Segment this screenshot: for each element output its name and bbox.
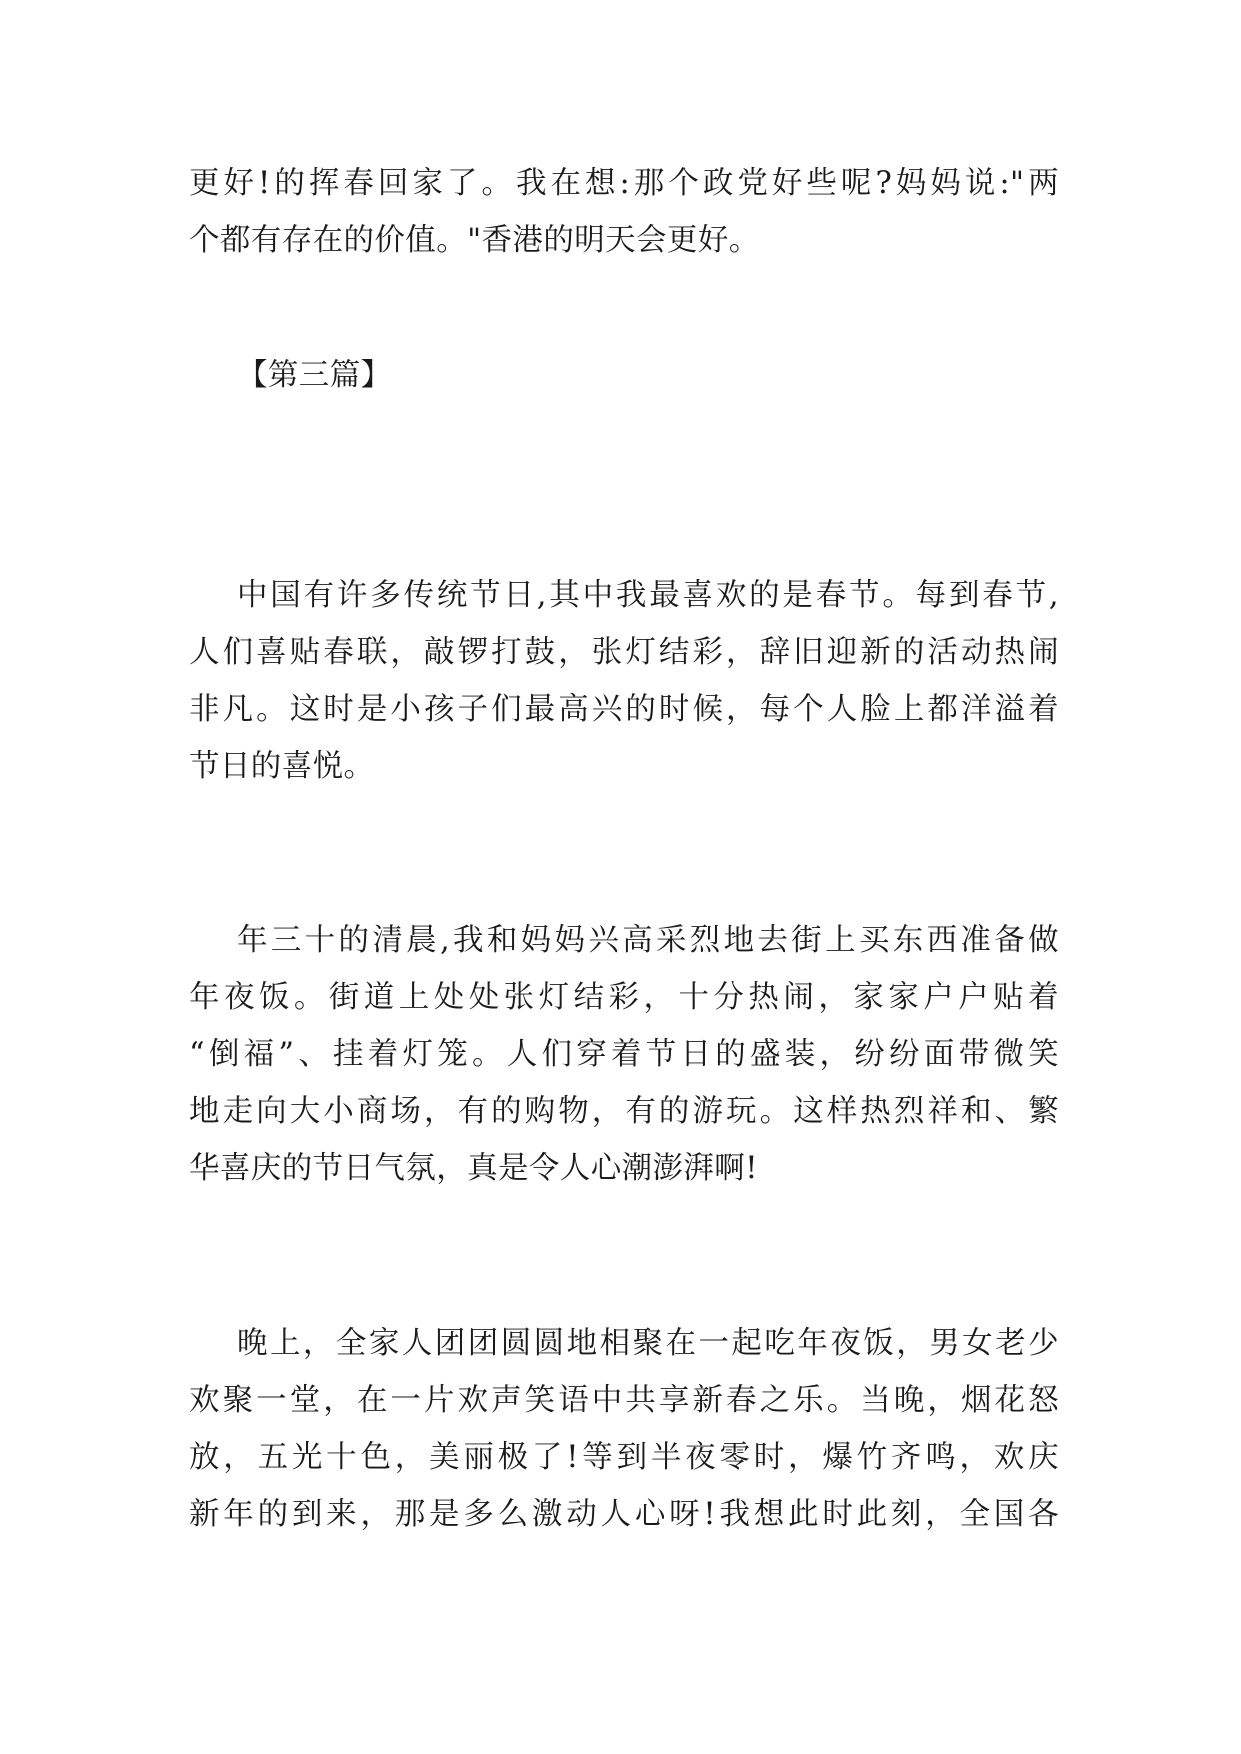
- paragraph-3: [189, 1315, 1059, 1543]
- text-line: “倒福”、挂着灯笼。人们穿着节日的盛装，纷纷面带微笑: [189, 1037, 1059, 1072]
- section-heading-text: 【第三篇】: [237, 358, 392, 393]
- continuation-paragraph: [189, 155, 1059, 269]
- section-heading: [237, 347, 1107, 404]
- text-line: 节日的喜悦。: [189, 749, 375, 784]
- text-line: 年夜饭。街道上处处张灯结彩，十分热闹，家家户户贴着: [189, 980, 1059, 1015]
- paragraph-1: [189, 567, 1059, 795]
- text-line: 更好!的挥春回家了。我在想:那个政党好些呢?妈妈说:"两: [189, 166, 1059, 201]
- text-line: 欢聚一堂，在一片欢声笑语中共享新春之乐。当晚，烟花怒: [189, 1383, 1059, 1418]
- paragraph-2: [189, 912, 1059, 1197]
- text-line: 华喜庆的节日气氛，真是令人心潮澎湃啊!: [189, 1151, 758, 1186]
- text-line: 年三十的清晨,我和妈妈兴高采烈地去街上买东西准备做: [237, 923, 1059, 958]
- text-line: 个都有存在的价值。"香港的明天会更好。: [189, 223, 760, 258]
- text-line: 非凡。这时是小孩子们最高兴的时候，每个人脸上都洋溢着: [189, 692, 1059, 727]
- text-line: 中国有许多传统节日,其中我最喜欢的是春节。每到春节,: [237, 578, 1059, 613]
- text-line: 放，五光十色，美丽极了!等到半夜零时，爆竹齐鸣，欢庆: [189, 1440, 1059, 1475]
- text-line: 地走向大小商场，有的购物，有的游玩。这样热烈祥和、繁: [189, 1094, 1059, 1129]
- text-line: 新年的到来，那是多么激动人心呀!我想此时此刻，全国各: [189, 1497, 1059, 1532]
- text-line: 人们喜贴春联，敲锣打鼓，张灯结彩，辞旧迎新的活动热闹: [189, 635, 1059, 670]
- text-line: 晚上，全家人团团圆圆地相聚在一起吃年夜饭，男女老少: [237, 1326, 1059, 1361]
